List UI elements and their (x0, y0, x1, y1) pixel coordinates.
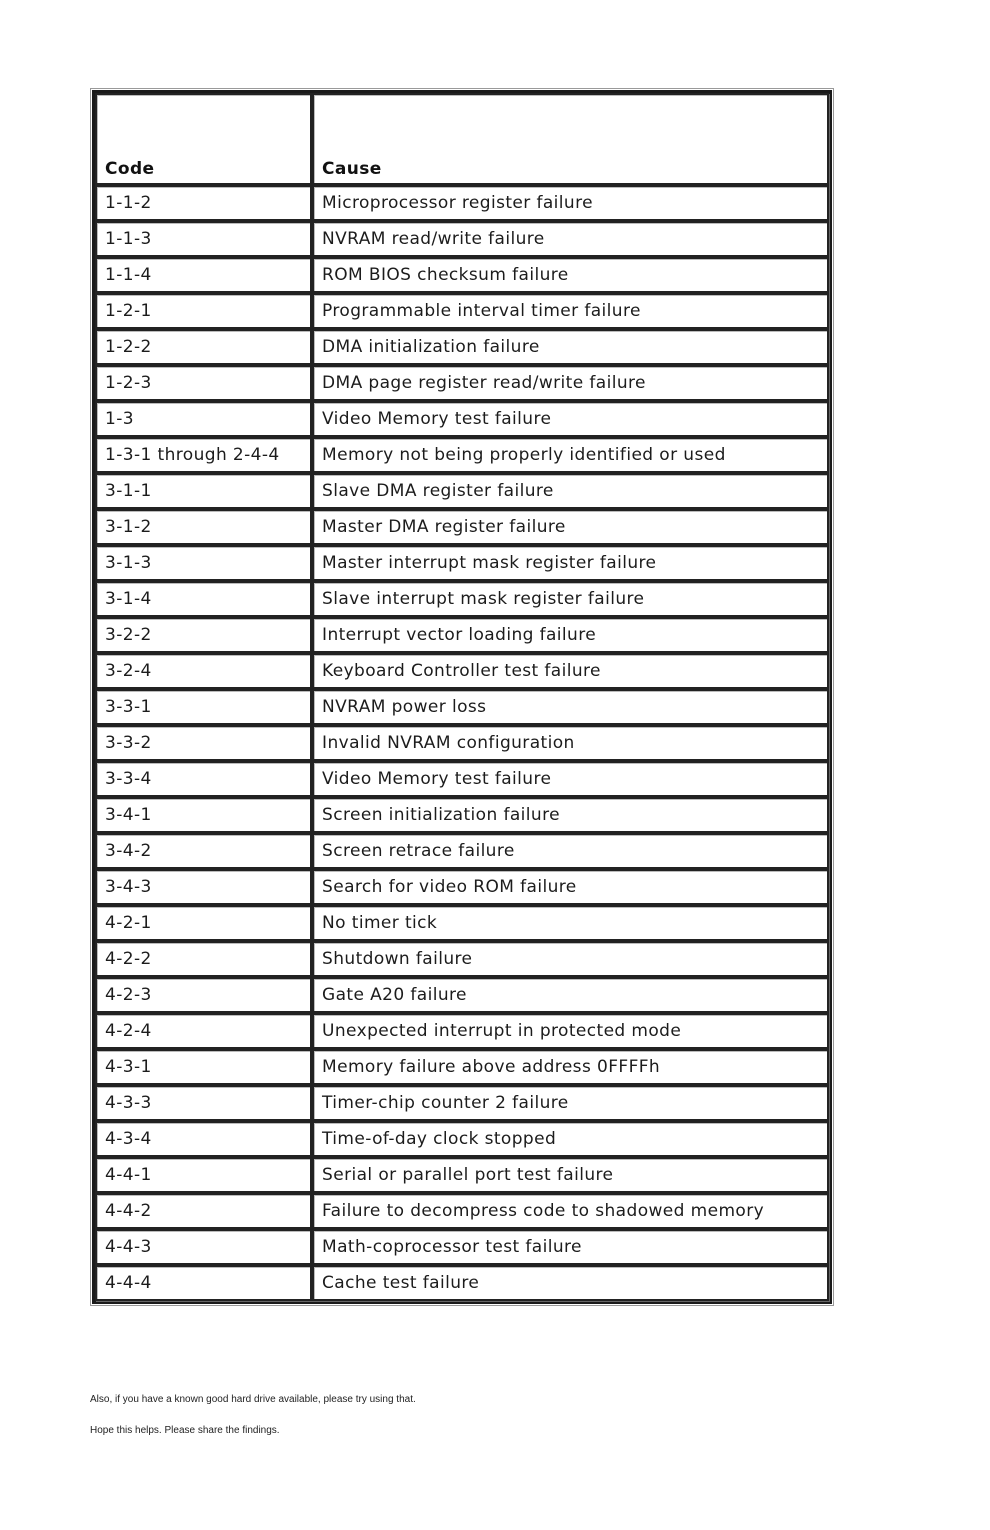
table-row (95, 545, 829, 581)
table-row (95, 365, 829, 401)
beep-code-cell: 1-2-3 (95, 365, 312, 401)
cause-cell: Search for video ROM failure (312, 869, 829, 905)
beep-code-cell: 3-4-1 (95, 797, 312, 833)
cause-cell: Time-of-day clock stopped (312, 1121, 829, 1157)
cause-cell: Video Memory test failure (312, 761, 829, 797)
beep-code-cell: 3-1-2 (95, 509, 312, 545)
hard-drive-note: Also, if you have a known good hard drive available, please try using that. (90, 1394, 416, 1405)
beep-code-cell: 4-4-2 (95, 1193, 312, 1229)
beep-code-cell: 3-1-3 (95, 545, 312, 581)
table-row (95, 797, 829, 833)
cause-cell: Timer-chip counter 2 failure (312, 1085, 829, 1121)
beep-code-cell: 1-3-1 through 2-4-4 (95, 437, 312, 473)
table-row (95, 221, 829, 257)
beep-code-cell: 3-4-2 (95, 833, 312, 869)
table-row (95, 293, 829, 329)
cause-cell: Memory failure above address 0FFFFh (312, 1049, 829, 1085)
cause-cell: Unexpected interrupt in protected mode (312, 1013, 829, 1049)
beep-code-cell: 3-1-4 (95, 581, 312, 617)
beep-code-cell: 1-1-2 (95, 185, 312, 221)
beep-code-cell: 4-4-4 (95, 1265, 312, 1301)
cause-cell: Serial or parallel port test failure (312, 1157, 829, 1193)
cause-cell: Slave DMA register failure (312, 473, 829, 509)
cause-cell: Gate A20 failure (312, 977, 829, 1013)
table-row (95, 329, 829, 365)
cause-cell: Slave interrupt mask register failure (312, 581, 829, 617)
table-body (95, 185, 829, 1301)
cause-cell: Cache test failure (312, 1265, 829, 1301)
cause-cell: Screen retrace failure (312, 833, 829, 869)
cause-column-header: Cause (312, 93, 829, 185)
table-row (95, 581, 829, 617)
cause-cell: Invalid NVRAM configuration (312, 725, 829, 761)
cause-cell: Memory not being properly identified or used (312, 437, 829, 473)
table-row (95, 905, 829, 941)
cause-cell: Screen initialization failure (312, 797, 829, 833)
table-header-row (95, 93, 829, 185)
cause-cell: DMA page register read/write failure (312, 365, 829, 401)
cause-cell: Shutdown failure (312, 941, 829, 977)
closing-note: Hope this helps. Please share the findings. (90, 1425, 280, 1436)
table-row (95, 1265, 829, 1301)
beep-code-cell: 3-2-4 (95, 653, 312, 689)
cause-cell: ROM BIOS checksum failure (312, 257, 829, 293)
table-row (95, 689, 829, 725)
table-row (95, 1229, 829, 1265)
beep-code-cell: 1-1-3 (95, 221, 312, 257)
beep-code-cell: 4-2-3 (95, 977, 312, 1013)
cause-cell: Interrupt vector loading failure (312, 617, 829, 653)
beep-code-cell: 3-4-3 (95, 869, 312, 905)
cause-cell: NVRAM read/write failure (312, 221, 829, 257)
table-row (95, 257, 829, 293)
table-row (95, 509, 829, 545)
beep-code-cell: 4-2-1 (95, 905, 312, 941)
beep-code-cell: 1-2-2 (95, 329, 312, 365)
cause-cell: DMA initialization failure (312, 329, 829, 365)
cause-cell: Keyboard Controller test failure (312, 653, 829, 689)
beep-code-cell: 1-3 (95, 401, 312, 437)
beep-code-cell: 4-3-4 (95, 1121, 312, 1157)
beep-code-cell: 4-3-3 (95, 1085, 312, 1121)
table-row (95, 1193, 829, 1229)
beep-code-cell: 3-3-2 (95, 725, 312, 761)
table-row (95, 653, 829, 689)
beep-code-cell: 3-1-1 (95, 473, 312, 509)
table-row (95, 869, 829, 905)
table-row (95, 977, 829, 1013)
beep-code-cell: 4-3-1 (95, 1049, 312, 1085)
beep-code-cell: 4-2-4 (95, 1013, 312, 1049)
table-row (95, 1085, 829, 1121)
cause-cell: Video Memory test failure (312, 401, 829, 437)
beep-code-cell: 3-3-1 (95, 689, 312, 725)
cause-cell: Master DMA register failure (312, 509, 829, 545)
table-row (95, 725, 829, 761)
table-row (95, 1013, 829, 1049)
code-column-header: Code (95, 93, 312, 185)
table-row (95, 833, 829, 869)
table-row (95, 941, 829, 977)
table-row (95, 437, 829, 473)
cause-cell: No timer tick (312, 905, 829, 941)
table-row (95, 1121, 829, 1157)
cause-cell: Programmable interval timer failure (312, 293, 829, 329)
table-row (95, 473, 829, 509)
table-row (95, 401, 829, 437)
beep-code-cell: 1-1-4 (95, 257, 312, 293)
cause-cell: Failure to decompress code to shadowed memory (312, 1193, 829, 1229)
beep-code-cell: 3-3-4 (95, 761, 312, 797)
cause-cell: Math-coprocessor test failure (312, 1229, 829, 1265)
table-row (95, 1157, 829, 1193)
cause-cell: NVRAM power loss (312, 689, 829, 725)
table-row (95, 185, 829, 221)
beep-code-cell: 1-2-1 (95, 293, 312, 329)
beep-code-cell: 3-2-2 (95, 617, 312, 653)
table-row (95, 1049, 829, 1085)
beep-code-cell: 4-4-3 (95, 1229, 312, 1265)
beep-code-table (92, 90, 832, 1304)
cause-cell: Master interrupt mask register failure (312, 545, 829, 581)
beep-code-cell: 4-2-2 (95, 941, 312, 977)
beep-code-cell: 4-4-1 (95, 1157, 312, 1193)
cause-cell: Microprocessor register failure (312, 185, 829, 221)
table-row (95, 761, 829, 797)
table-row (95, 617, 829, 653)
